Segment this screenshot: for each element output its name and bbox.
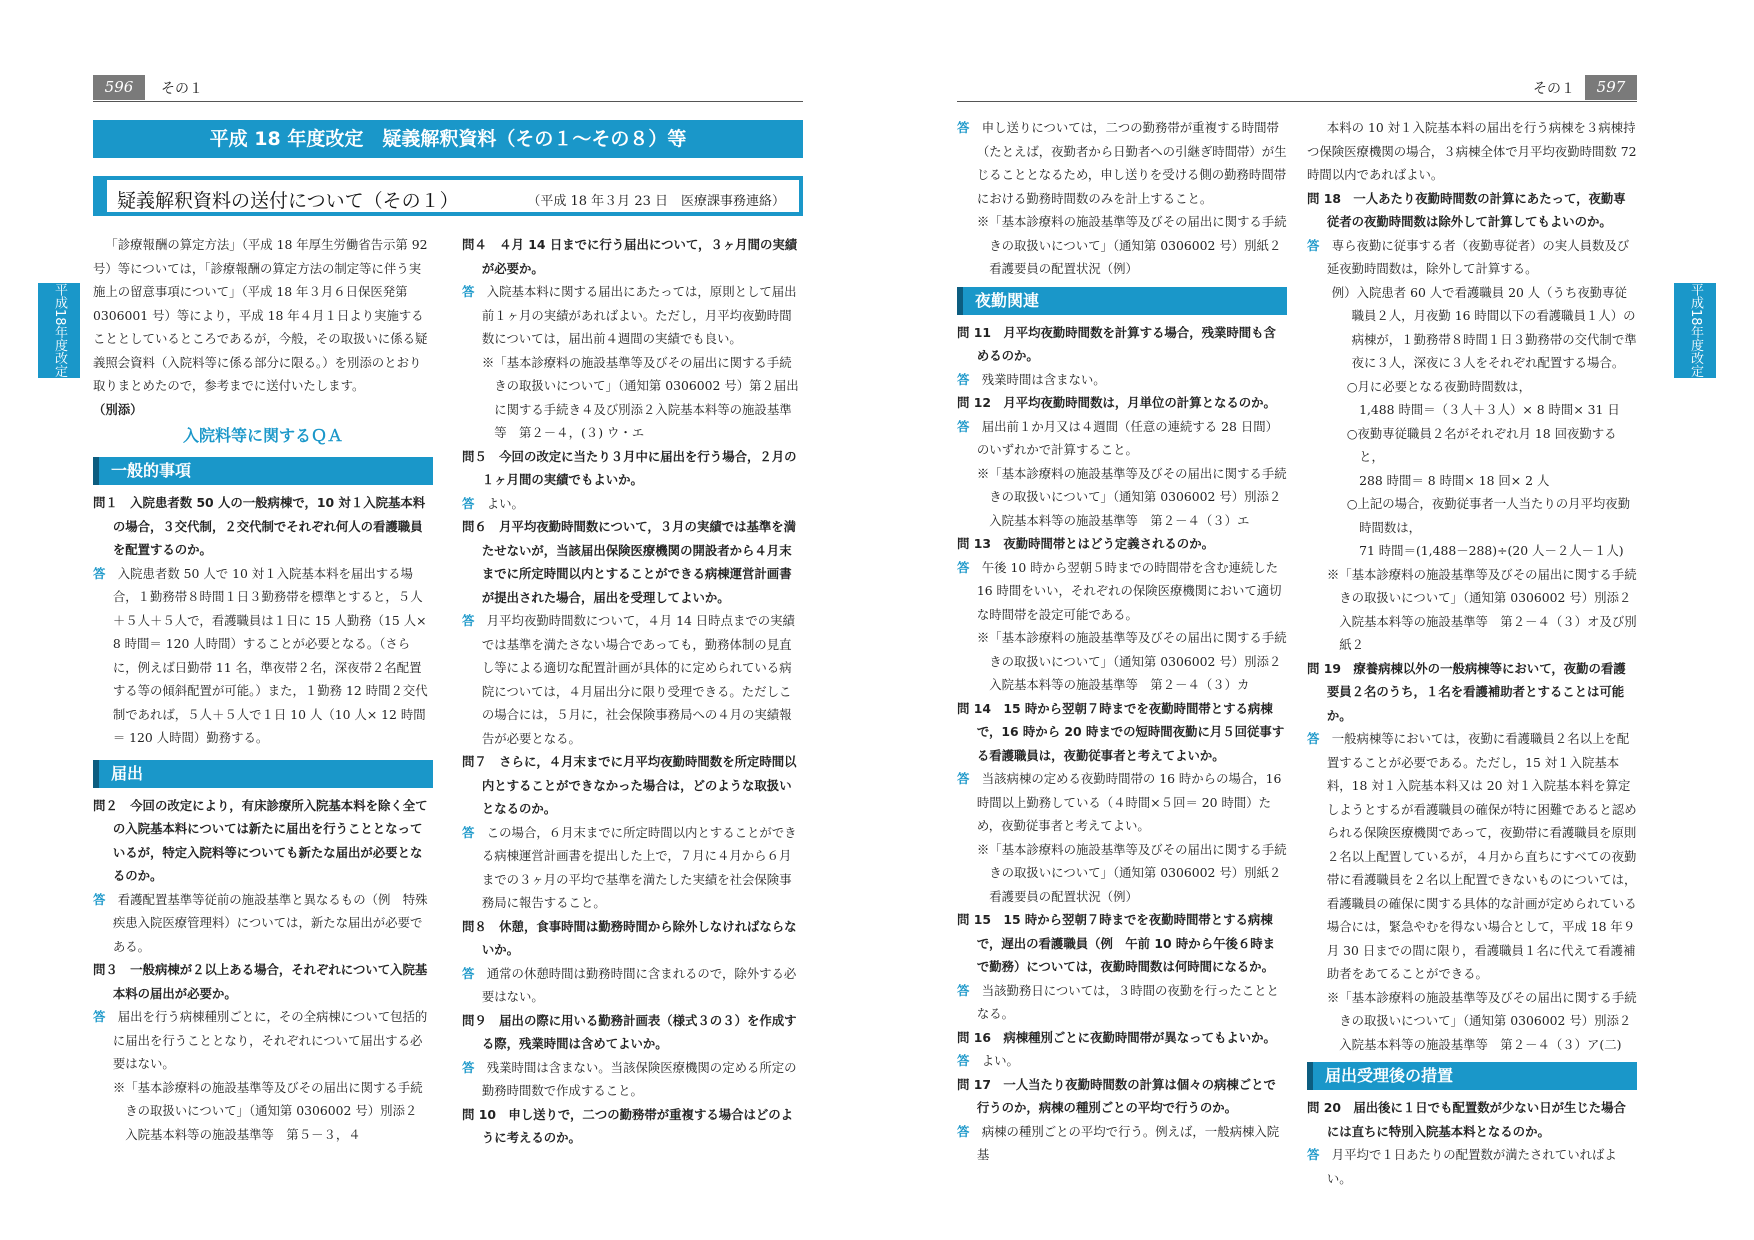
- question-9: 問９ 届出の際に用いる勤務計画表（様式３の３）を作成する際，残業時間は含めてよいか。: [462, 1012, 797, 1051]
- left-column-2: [462, 233, 803, 1150]
- answer-mark: 答: [462, 824, 475, 840]
- right-column-2: [1307, 116, 1644, 1190]
- answer-mark: 答: [1307, 237, 1320, 253]
- right-column-1: [957, 116, 1294, 1167]
- answer-mark: 答: [957, 120, 970, 135]
- answer-mark: 答: [93, 565, 106, 581]
- answer-mark: 答: [1307, 1147, 1320, 1162]
- betten-label: （別添）: [93, 401, 143, 417]
- answer-3: 答 届出を行う病棟種別ごとに，その全病棟について包括的に届出を行うこととなり，それぞれについて届出する必要はない。: [93, 1009, 428, 1071]
- question-11: 問 11 月平均夜勤時間数を計算する場合，残業時間も含めるのか。: [957, 324, 1276, 363]
- answer-14: 答 当該病棟の定める夜勤時間帯の 16 時からの場合，16 時間以上勤務している（４時間×５回＝ 20 時間）ため，夜勤従事者と考えてよい。: [957, 771, 1282, 833]
- question-20: 問 20 届出後に１日でも配置数が少ない日が生じた場合には直ちに特別入院基本料となるのか。: [1307, 1100, 1626, 1139]
- reference-note: ※「基本診療料の施設基準等及びその届出に関する手続きの取扱いについて」（通知第 0306002 号）別添２ 入院基本料等の施設基準等 第２－４（３）ア(二): [1326, 989, 1644, 1052]
- section-heading-general: 一般的事項: [93, 457, 433, 485]
- answer-6: 答 月平均夜勤時間数について，４月 14 日時点までの実績では基準を満たさない場合であっても，勤務体制の見直し等による適切な配置計画が具体的に定められている病院については，４月届出分に限り受理できる。ただしこの場合には，５月に，社会保険事務局への４月の実績報告が必要となる。: [462, 613, 795, 746]
- answer-13: 答 午後 10 時から翌朝５時までの時間帯を含む連続した 16 時間をいい，それぞれの保険医療機関において適切な時間帯を設定可能である。: [957, 559, 1282, 622]
- answer-5: 答 よい。: [462, 495, 524, 511]
- answer-20: 答 月平均で１日あたりの配置数が満たされていればよい。: [1307, 1147, 1617, 1186]
- question-19: 問 19 療養病棟以外の一般病棟等において，夜勤の看護要員２名のうち，１名を看護補助者とすることは可能か。: [1307, 660, 1626, 723]
- question-2: 問２ 今回の改定により，有床診療所入院基本料を除く全ての入院基本料については新たに届出を行うこととなっているが，特定入院料等についても新たな届出が必要となるのか。: [93, 797, 428, 883]
- question-6: 問６ 月平均夜勤時間数について，３月の実績では基準を満たせないが，当該届出保険医療機関の開設者から４月末までに所定時間以内とすることができる病棟運営計画書が提出された場合，届出を受理してよいか。: [462, 519, 797, 605]
- answer-mark: 答: [462, 284, 475, 299]
- answer-mark: 答: [93, 1009, 106, 1024]
- page-number: 596: [93, 75, 145, 100]
- main-title-bar: 平成 18 年度改定 疑義解釈資料（その１～その８）等: [93, 120, 803, 158]
- answer-mark: 答: [957, 418, 970, 434]
- reference-note: ※「基本診療料の施設基準等及びその届出に関する手続きの取扱いについて」（通知第 0306002 号）別添２ 入院基本料等の施設基準等 第５－３，４: [112, 1079, 430, 1142]
- right-page-header: [957, 75, 1637, 102]
- answer-mark: 答: [462, 1059, 475, 1075]
- question-5: 問５ 今回の改定に当たり３月中に届出を行う場合，２月の１ヶ月間の実績でもよいか。: [462, 448, 797, 487]
- question-7: 問７ さらに，４月末までに月平均夜勤時間数を所定時間以内とすることができなかった場合は，どのような取扱いとなるのか。: [462, 754, 797, 816]
- answer-9: 答 残業時間は含まない。当該保険医療機関の定める所定の勤務時間数で作成すること。: [462, 1059, 797, 1098]
- question-16: 問 16 病棟種別ごとに夜勤時間帯が異なってもよいか。: [957, 1029, 1276, 1045]
- reference-note: ※「基本診療料の施設基準等及びその届出に関する手続きの取扱いについて」（通知第 0306002 号）別添２ 入院基本料等の施設基準等 第２－４（３）カ: [976, 630, 1294, 692]
- section-heading-after: 届出受理後の措置: [1307, 1062, 1637, 1090]
- question-12: 問 12 月平均夜勤時間数は，月単位の計算となるのか。: [957, 395, 1276, 410]
- section-heading-yakin: 夜勤関連: [957, 287, 1287, 315]
- intro-paragraph: 「診療報酬の算定方法」（平成 18 年厚生労働省告示第 92 号）等については，「診療報酬の算定方法の制定等に伴う実施上の留意事項について」（平成 18 年３月６日保医発第 0306001 号）等により，平成 18 年４月１日より実施することとしているところであるが，今般，その取扱いに係る疑義照会資料（入院料等に係る部分に限る。）を別添のとおり取りまとめたので，参考までに送付いたします。: [93, 237, 428, 393]
- answer-11: 答 残業時間は含まない。: [957, 371, 1106, 387]
- reference-note: ※「基本診療料の施設基準等及びその届出に関する手続きの取扱いについて」（通知第 0306002 号）別添２入院基本料等の施設基準等 第２－４（３）オ及び別紙２: [1326, 566, 1637, 652]
- calc-line: ○月に必要となる夜勤時間数は，: [1346, 378, 1531, 394]
- answer-15: 答 当該勤務日については，３時間の夜勤を行ったこととなる。: [957, 982, 1279, 1021]
- answer-16: 答 よい。: [957, 1053, 1019, 1068]
- answer-18: 答 専ら夜勤に従事する者（夜勤専従者）の実人員数及び延夜勤時間数は，除外して計算する。: [1307, 237, 1630, 276]
- answer-mark: 答: [957, 371, 970, 387]
- sending-title: 疑義解釈資料の送付について（その１）: [117, 190, 459, 212]
- page-number: 597: [1585, 75, 1637, 100]
- answer-mark: 答: [93, 891, 106, 907]
- answer-mark: 答: [957, 1053, 970, 1068]
- question-8: 問８ 休憩，食事時間は勤務時間から除外しなければならないか。: [462, 918, 797, 957]
- calc-line: 1,488 時間＝（３人＋３人）× 8 時間× 31 日: [1359, 402, 1620, 417]
- running-header: その１: [161, 81, 203, 97]
- question-15: 問 15 15 時から翌朝７時までを夜勤時間帯とする病棟で，遅出の看護職員（例 午前 10 時から午後６時まで勤務）については，夜勤時間数は何時間になるか。: [957, 912, 1276, 974]
- sending-title-box: [93, 176, 803, 216]
- question-14: 問 14 15 時から翌朝７時までを夜勤時間帯とする病棟で，16 時から 20 時までの短時間夜勤に月５回従事する看護職員は，夜勤従事者と考えてよいか。: [957, 700, 1285, 763]
- answer-17-continued: 本料の 10 対１入院基本料の届出を行う病棟を３病棟持つ保険医療機関の場合，３病棟全体で月平均夜勤時間数 72 時間以内であればよい。: [1307, 120, 1637, 182]
- answer-4: 答 入院基本料に関する届出にあたっては，原則として届出前１ヶ月の実績があればよい。ただし，月平均夜勤時間数については，届出前４週間の実績でも良い。: [462, 284, 797, 346]
- question-17: 問 17 一人当たり夜勤時間数の計算は個々の病棟ごとで行うのか，病棟の種別ごとの平均で行うのか。: [957, 1076, 1276, 1115]
- answer-8: 答 通常の休憩時間は勤務時間に含まれるので，除外する必要はない。: [462, 965, 797, 1004]
- answer-mark: 答: [957, 982, 970, 998]
- question-13: 問 13 夜勤時間帯とはどう定義されるのか。: [957, 536, 1214, 551]
- answer-mark: 答: [957, 1123, 970, 1139]
- left-page-header: [93, 75, 803, 102]
- question-4: 問４ ４月 14 日までに行う届出について，３ヶ月間の実績が必要か。: [462, 237, 798, 276]
- right-page: [877, 0, 1754, 1240]
- answer-mark: 答: [1307, 731, 1320, 746]
- answer-1: 答 入院患者数 50 人で 10 対１入院基本料を届出する場合，１勤務帯８時間１日３勤務帯を標準とすると，５人＋５人＋５人で，看護職員は１日に 15 人勤務（15 人× 8 時間＝ 120 人時間）することが必要となる。（さらに，例えば日勤帯 11 名，準夜帯２名，深夜帯２名配置する等の傾斜配置が可能。）また，１勤務 12 時間２交代制であれば，５人＋５人で１日 10 人（10 人× 12 時間＝ 120 人時間）勤務する。: [93, 565, 428, 745]
- calc-line: ○上記の場合，夜勤従事者一人当たりの月平均夜勤時間数は，: [1346, 496, 1631, 535]
- answer-17: 答 病棟の種別ごとの平均で行う。例えば，一般病棟入院基: [957, 1123, 1280, 1162]
- example-paragraph: 例）入院患者 60 人で看護職員 20 人（うち夜勤専従職員２人，月夜勤 16 時間以下の看護職員１人）の病棟が，１勤務帯８時間１日３勤務帯の交代制で準夜に３人，深夜に３人をそれぞれ配置する場合。: [1331, 284, 1637, 370]
- answer-mark: 答: [957, 771, 970, 786]
- answer-mark: 答: [957, 559, 970, 575]
- answer-19: 答 一般病棟等においては，夜勤に看護職員２名以上を配置することが必要である。ただし，15 対１入院基本料，18 対１入院基本料又は 20 対１入院基本料を算定しようとするが看護職員の確保が特に困難であると認められる保険医療機関であって，夜勤帯に看護職員を原則２名以上配置しているが，４月から直ちにすべての夜勤帯に看護職員を２名以上配置できないものについては，看護職員の確保に関する具体的な計画が定められている場合には，緊急やむを得ない場合として，平成 18 年９月 30 日までの間に限り，看護職員１名に代えて看護補助者をあてることができる。: [1307, 731, 1637, 981]
- answer-12: 答 届出前１か月又は４週間（任意の連続する 28 日間）のいずれかで計算すること。: [957, 418, 1279, 457]
- question-3: 問３ 一般病棟が２以上ある場合，それぞれについて入院基本料の届出が必要か。: [93, 962, 428, 1001]
- reference-note: ※「基本診療料の施設基準等及びその届出に関する手続きの取扱いについて」（通知第 0306002 号）第２届出に関する手続き４及び別添２入院基本料等の施設基準等 第２－４，(３) ウ・エ: [481, 354, 799, 440]
- answer-mark: 答: [462, 495, 475, 511]
- question-18: 問 18 一人あたり夜勤時間数の計算にあたって，夜勤専従者の夜勤時間数は除外して計算してもよいのか。: [1307, 190, 1626, 229]
- reference-note: ※「基本診療料の施設基準等及びその届出に関する手続きの取扱いについて」（通知第 0306002 号）別添２ 入院基本料等の施設基準等 第２－４（３）エ: [976, 465, 1294, 528]
- answer-7: 答 この場合，６月末までに所定時間以内とすることができる病棟運営計画書を提出した上で，７月に４月から６月までの３ヶ月の平均で基準を満たした実績を社会保険事務局に報告すること。: [462, 824, 797, 910]
- answer-2: 答 看護配置基準等従前の施設基準と異なるもの（例 特殊疾患入院医療管理料）については，新たな届出が必要である。: [93, 891, 428, 954]
- answer-mark: 答: [462, 613, 475, 628]
- calc-line: ○夜勤専従職員２名がそれぞれ月 18 回夜勤すると，: [1346, 425, 1617, 464]
- side-tab: 平成18年度改定: [1674, 283, 1716, 378]
- reference-note: ※「基本診療料の施設基準等及びその届出に関する手続きの取扱いについて」（通知第 0306002 号）別紙２ 看護要員の配置状況（例）: [976, 214, 1294, 276]
- left-column-1: [93, 233, 433, 1146]
- question-1: 問１ 入院患者数 50 人の一般病棟で，10 対１入院基本料の場合，３交代制，２交代制でそれぞれ何人の看護職員を配置するのか。: [93, 495, 426, 557]
- calc-line: 71 時間＝(1,488－288)÷(20 人－２人－１人): [1359, 543, 1624, 558]
- answer-10: 答 申し送りについては，二つの勤務帯が重複する時間帯（たとえば，夜勤者から日勤者への引継ぎ時間帯）が生じることとなるため，申し送りを受ける側の勤務時間帯における勤務時間数のみを計上すること。: [957, 120, 1287, 206]
- question-10: 問 10 申し送りで，二つの勤務帯が重複する場合はどのように考えるのか。: [462, 1106, 794, 1145]
- section-heading-todoke: 届出: [93, 760, 433, 788]
- running-header: その１: [1533, 81, 1575, 97]
- reference-note: ※「基本診療料の施設基準等及びその届出に関する手続きの取扱いについて」（通知第 0306002 号）別紙２ 看護要員の配置状況（例）: [976, 841, 1294, 904]
- qa-title: 入院料等に関するＱＡ: [182, 426, 343, 445]
- answer-mark: 答: [462, 965, 475, 981]
- sending-date: （平成 18 年３月 23 日 医療課事務連絡）: [527, 194, 785, 209]
- side-tab: 平成18年度改定: [38, 283, 80, 378]
- calc-line: 288 時間＝ 8 時間× 18 回× 2 人: [1359, 472, 1550, 488]
